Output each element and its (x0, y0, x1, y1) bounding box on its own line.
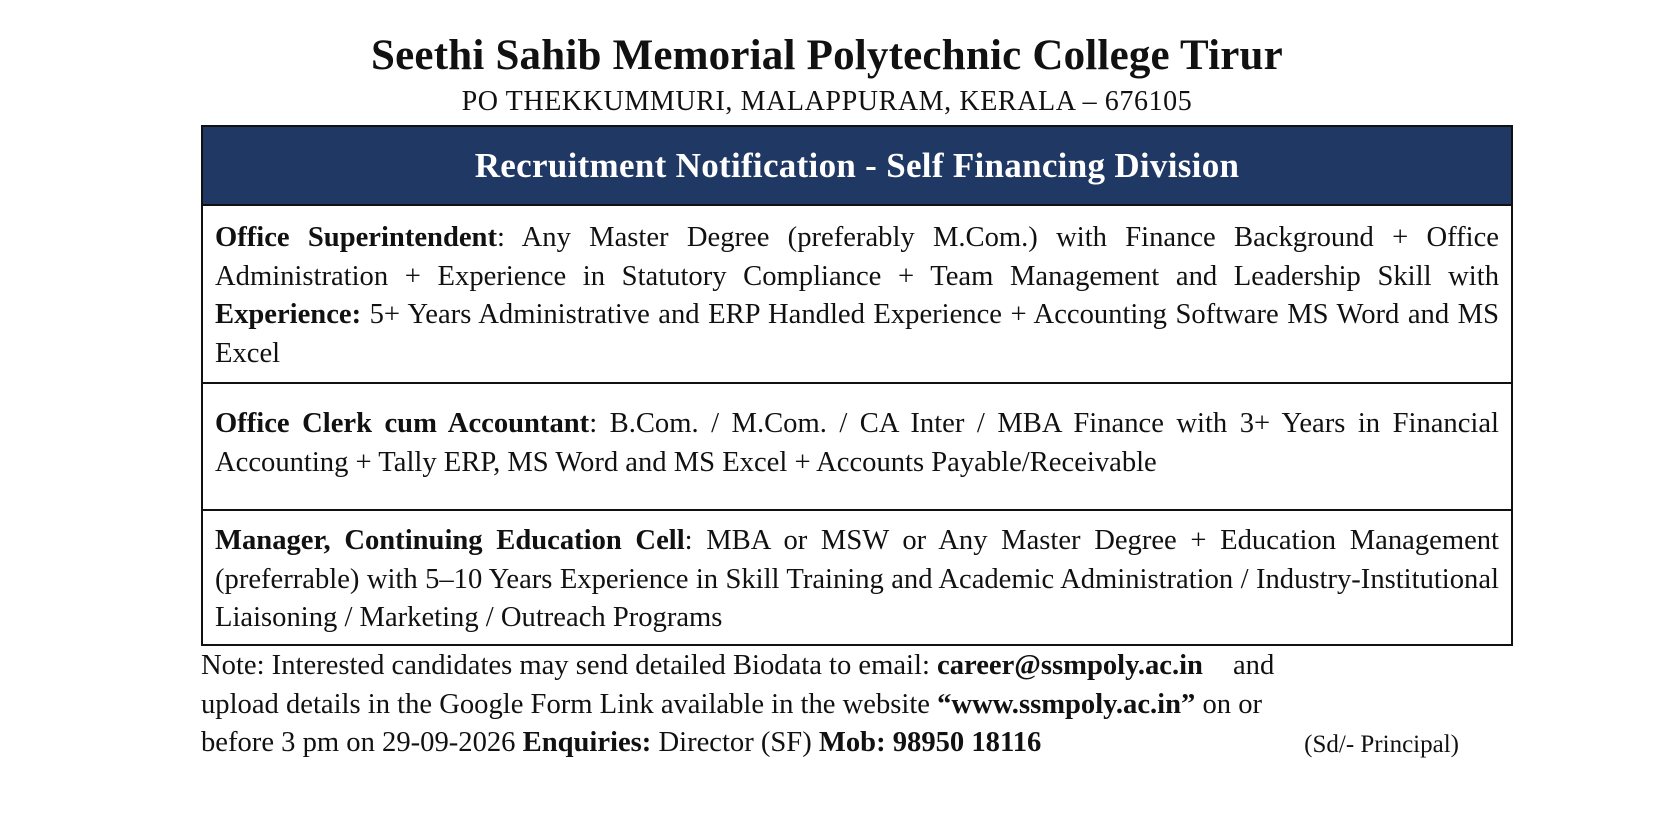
position-title: Office Clerk cum Accountant (215, 408, 590, 439)
experience-label: Experience: (215, 299, 362, 330)
note-text: Note: Interested candidates may send detailed Biodata to email: (201, 650, 938, 681)
notification-table (201, 125, 1513, 646)
position-office-superintendent (203, 206, 1511, 384)
note-text: and (1232, 650, 1275, 681)
position-qualification: : MBA or MSW or Any Master Degree + Education Management (preferrable) with 5–10 Years Experience in Skill Training and Academic Administration / Industry-Institutional Liaisoning / Marketing / Outreach Programs (215, 525, 1500, 633)
application-note (201, 647, 1461, 763)
college-address: PO THEKKUMMURI, MALAPPURAM, KERALA – 676105 (461, 86, 1193, 117)
enquiries-contact: Director (SF) (651, 727, 819, 758)
position-qualification: : B.Com. / M.Com. / CA Inter / MBA Finance with 3+ Years in Financial Accounting + Tally ERP, MS Word and MS Excel + Accounts Payable/Receivable (215, 408, 1499, 478)
mobile-number: Mob: 98950 18116 (818, 727, 1042, 758)
notification-title: Recruitment Notification - Self Financing Division (203, 127, 1511, 206)
website-link[interactable]: “www.ssmpoly.ac.in” (937, 688, 1196, 720)
note-line-3 (201, 724, 1461, 763)
college-name: Seethi Sahib Memorial Polytechnic College Tirur (371, 32, 1283, 79)
enquiries-label: Enquiries: (522, 727, 652, 758)
position-manager-ce-cell (203, 511, 1511, 644)
note-line-2 (201, 686, 1461, 725)
note-text: on or (1195, 688, 1263, 720)
position-experience: 5+ Years Administrative and ERP Handled Experience + Accounting Software MS Word and MS Excel (215, 299, 1499, 369)
position-office-clerk (203, 384, 1511, 511)
principal-signature: (Sd/- Principal) (1304, 731, 1459, 758)
deadline-text: before 3 pm on 29-09-2026 (201, 727, 523, 758)
contact-email[interactable]: career@ssmpoly.ac.in (937, 650, 1203, 681)
position-qualification: : Any Master Degree (preferably M.Com.) with Finance Background + Office Administration + Experience in Statutory Compliance + Team Management and Leadership Skill with (215, 222, 1499, 292)
note-line-1 (201, 647, 1461, 686)
position-title: Office Superintendent (215, 222, 497, 253)
position-title: Manager, Continuing Education Cell (215, 525, 685, 556)
note-text: upload details in the Google Form Link available in the website (201, 688, 938, 720)
